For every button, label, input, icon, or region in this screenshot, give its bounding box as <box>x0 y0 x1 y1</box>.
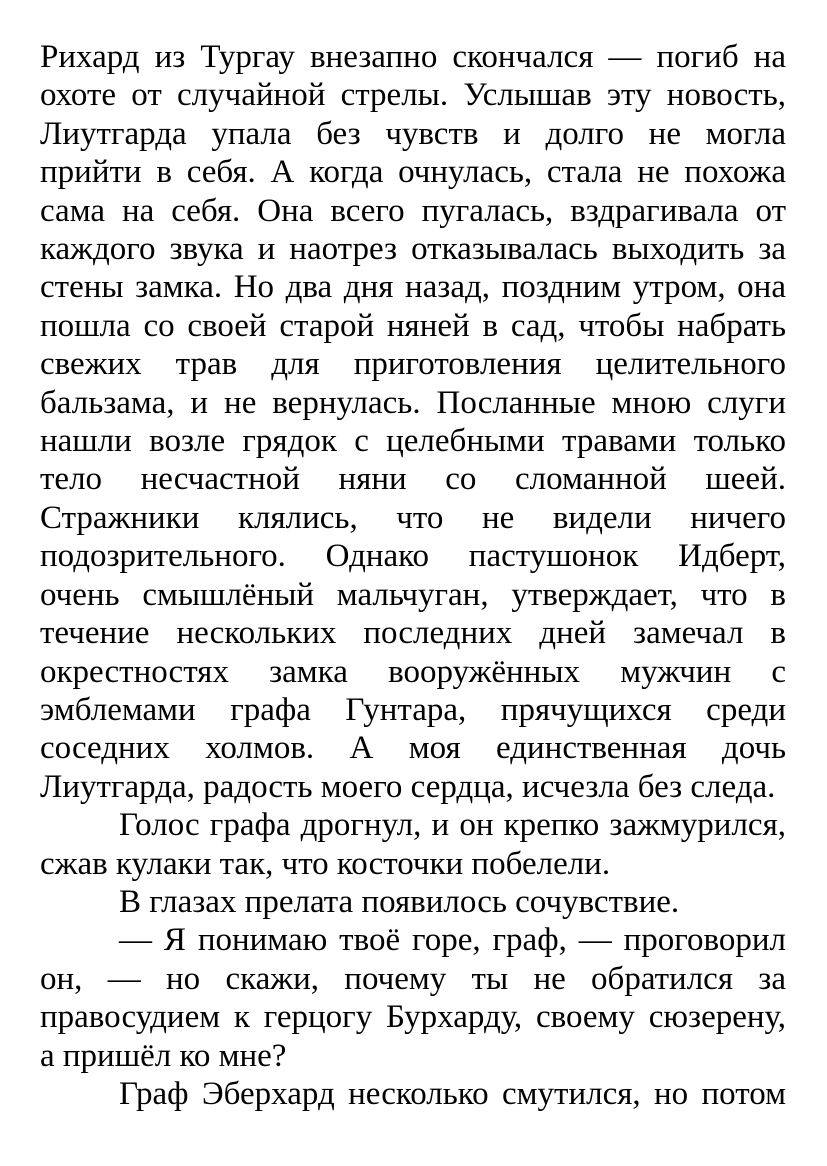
book-page <box>40 38 786 1113</box>
text-line: а пришёл ко мне? <box>40 1037 287 1074</box>
text-line: прийти в себя. А когда очнулась, стала не похожа <box>40 154 786 191</box>
text-line: сама на себя. Она всего пугалась, вздрагивала от <box>40 192 786 229</box>
paragraph-4 <box>40 921 786 1075</box>
text-line: каждого звука и наотрез отказывалась выходить за <box>40 231 786 268</box>
text-line: Лиутгарда упала без чувств и долго не могла <box>40 115 786 152</box>
text-line: Рихард из Тургау внезапно скончался — погиб на <box>40 39 786 75</box>
text-line: течение нескольких последних дней замечал в <box>40 615 786 652</box>
text-line: нашли возле грядок с целебными травами только <box>40 423 786 460</box>
text-line: — Я понимаю твоё горе, граф, — проговорил <box>119 922 786 959</box>
text-line: пошла со своей старой няней в сад, чтобы набрать <box>40 307 786 344</box>
text-line: подозрительного. Однако пастушонок Идберт, <box>40 538 786 575</box>
text-line: Граф Эберхард несколько смутился, но потом <box>119 1075 786 1112</box>
text-line: соседних холмов. А моя единственная дочь <box>40 730 786 767</box>
text-line: окрестностях замка вооружённых мужчин с <box>40 653 786 690</box>
text-line: он, — но скажи, почему ты не обратился за <box>40 960 786 997</box>
paragraph-3 <box>40 883 786 921</box>
text-line: Лиутгарда, радость моего сердца, исчезла без следа. <box>40 768 776 805</box>
text-line: сжав кулаки так, что косточки побелели. <box>40 845 611 882</box>
paragraph-5 <box>40 1075 786 1113</box>
paragraph-2 <box>40 806 786 883</box>
text-line: Голос графа дрогнул, и он крепко зажмурился, <box>119 807 786 844</box>
text-line: очень смышлёный мальчуган, утверждает, что в <box>40 576 786 613</box>
text-line: охоте от случайной стрелы. Услышав эту новость, <box>40 77 786 114</box>
text-line: Стражники клялись, что не видели ничего <box>40 499 786 536</box>
text-line: тело несчастной няни со сломанной шеей. <box>40 461 786 498</box>
text-line: бальзама, и не вернулась. Посланные мною слуги <box>40 384 786 421</box>
text-line: свежих трав для приготовления целительного <box>40 346 786 383</box>
text-line: эмблемами графа Гунтара, прячущихся среди <box>40 691 786 728</box>
text-line: стены замка. Но два дня назад, поздним утром, она <box>40 269 786 306</box>
text-line: правосудием к герцогу Бурхарду, своему сюзерену, <box>40 999 786 1036</box>
paragraph-1 <box>40 38 786 806</box>
text-line: В глазах прелата появилось сочувствие. <box>119 883 680 920</box>
